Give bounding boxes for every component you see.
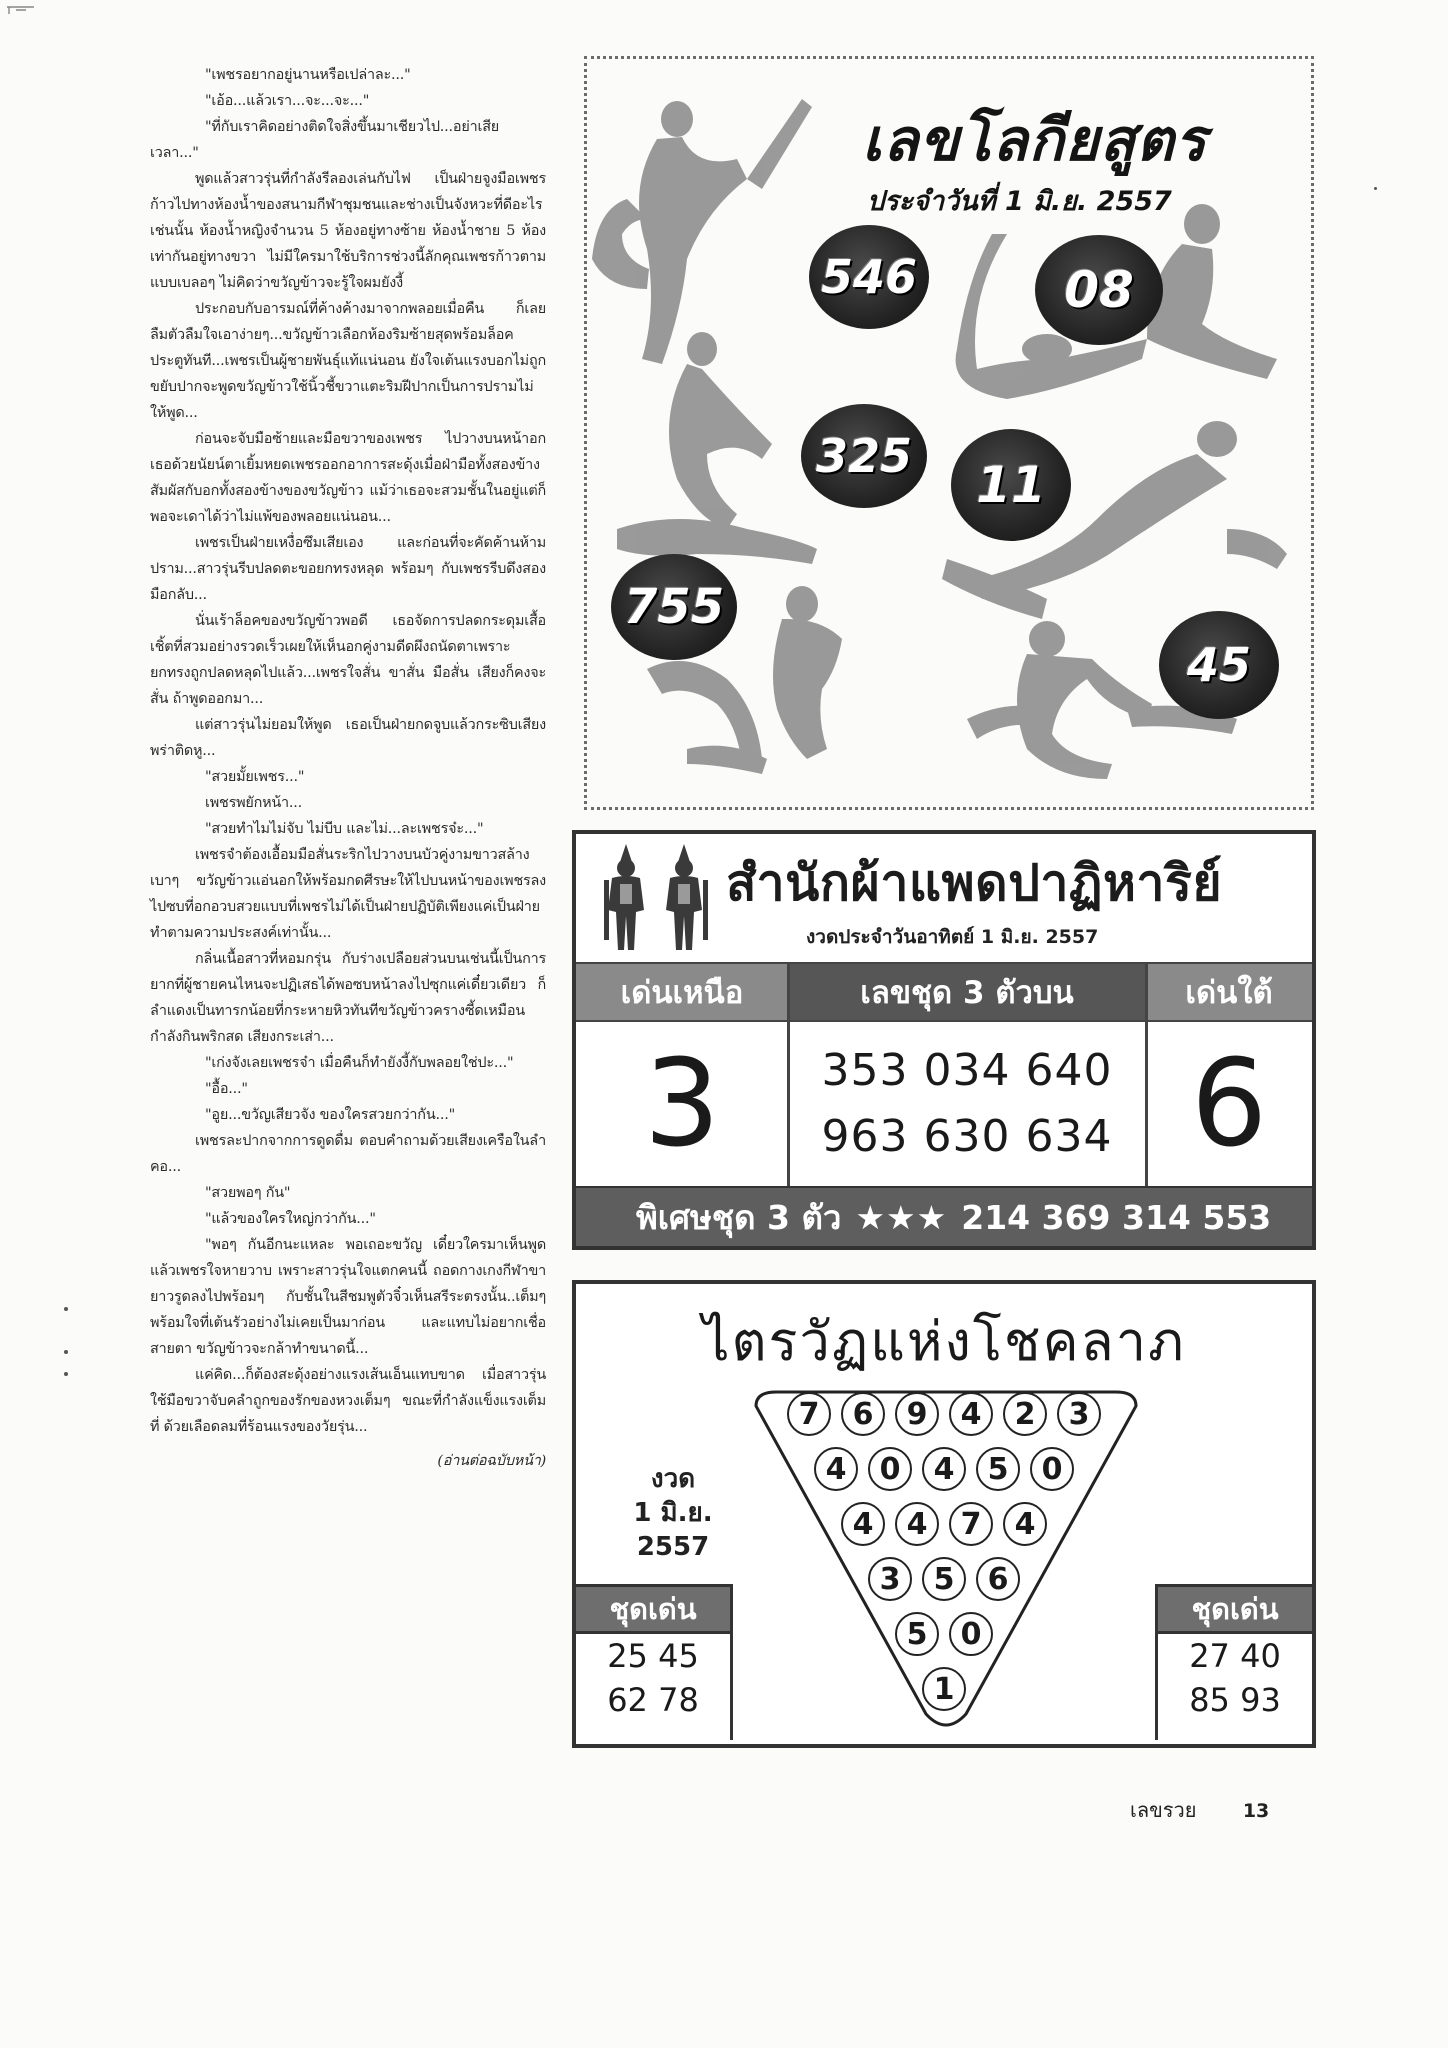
story-paragraph: ประกอบกับอารมณ์ที่ค้างค้างมาจากพลอยเมื่อคืน ก็เลยลืมตัวลืมใจเอาง่ายๆ...ขวัญข้าวเลือกห้องริมซ้ายสุดพร้อมล็อคประตูทันที...เพชรเป็นผู้ชายพันธุ์แท้แน่นอน ยังใจเต้นแรงบอกไม่ถูก ขยับปากจะพูดขวัญข้าวใช้นิ้วชี้ขวาแตะริมฝีปากเป็นการปรามไม่ให้พูด...	[150, 301, 546, 421]
number-circle: 5	[895, 1612, 939, 1656]
number-ball: 325	[801, 404, 927, 508]
number-circle: 4	[814, 1447, 858, 1491]
number-circle: 4	[841, 1502, 885, 1546]
number-circle: 0	[949, 1612, 993, 1656]
number-ball: 546	[809, 225, 929, 329]
story-paragraph: แค่คิด...ก็ต้องสะดุ้งอย่างแรงเส้นเอ็นแทบขาด เมื่อสาวรุ่นใช้มือขวาจับคลำถูกของรักของหวงเต็มๆ ขณะที่กำลังแข็งแรงเต็มที่ ด้วยเลือดลมที่ร้อนแรงของวัยรุ่น...	[150, 1367, 546, 1435]
formula-title: เลขโลกียสูตร	[862, 106, 1208, 174]
number-circle: 0	[868, 1447, 912, 1491]
draw-word: งวด	[650, 1464, 696, 1494]
hot-set-box-right	[1155, 1584, 1312, 1740]
number-circle: 6	[976, 1557, 1020, 1601]
story-paragraph: "เก่งจังเลยเพชรจ๋า เมื่อคืนก็ทำยังงี้กับพลอยใช่ปะ..."	[205, 1055, 514, 1071]
story-paragraph: "เพชรอยากอยู่นานหรือเปล่าละ..."	[205, 67, 411, 83]
divider	[1145, 962, 1148, 1186]
magazine-name: เลขรวย	[1130, 1798, 1197, 1822]
hot-set-box-left	[576, 1584, 733, 1740]
story-paragraph: "อูย...ขวัญเสียวจัง ของใครสวยกว่ากัน..."	[205, 1107, 455, 1123]
number-circle: 4	[1003, 1502, 1047, 1546]
hot-set-row: 85 93	[1189, 1681, 1281, 1719]
office-subtitle: งวดประจำวันอาทิตย์ 1 มิ.ย. 2557	[806, 926, 1099, 948]
story-body	[150, 62, 546, 1440]
story-paragraph: นั่นเร้าล็อคของขวัญข้าวพอดี เธอจัดการปลดกระดุมเสื้อเชิ้ตที่สวมอย่างรวดเร็วเผยให้เห็นอกคู่งามดีดผึงถนัดตาเพราะยกทรงถูกปลดหลุดไปแล้ว...เพชรใจสั่น ขาสั่น มือสั่น เสียงก็คงจะสั่น ถ้าพูดออกมา...	[150, 613, 546, 707]
number-circle: 3	[1057, 1392, 1101, 1436]
hot-set-heading: ชุดเด่น	[576, 1584, 730, 1634]
page-footer	[1130, 1794, 1269, 1826]
hot-set-row: 25 45	[607, 1637, 699, 1675]
number-circle: 7	[949, 1502, 993, 1546]
scan-dot	[64, 1372, 68, 1376]
story-paragraph: "สวยทำไมไม่จับ ไม่บีบ และไม่...ละเพชรจ๋ะ..."	[205, 821, 484, 837]
page-number: 13	[1242, 1800, 1270, 1822]
story-paragraph: "เอ้อ...แล้วเรา...จะ...จะ..."	[205, 93, 370, 109]
number-ball: 11	[951, 429, 1071, 541]
number-circle: 5	[922, 1557, 966, 1601]
hot-set-heading: ชุดเด่น	[1158, 1584, 1312, 1634]
story-paragraph: เพชรละปากจากการดูดดื่ม ตอบคำถามด้วยเสียงเครือในลำคอ...	[150, 1133, 546, 1175]
special-numbers: 214 369 314 553	[961, 1197, 1272, 1237]
story-paragraph: ก่อนจะจับมือซ้ายและมือขวาของเพชร ไปวางบนหน้าอกเธอด้วยนัยน์ตาเยิ้มหยดเพชรออกอาการสะดุ้งเมื่อฝ่ามือทั้งสองข้าง สัมผัสกับอกทั้งสองข้างของขวัญข้าว แม้ว่าเธอจะสวมชั้นในอยู่แต่ก็พอจะเดาได้ว่าไม่แพ้ของพลอยแน่นอน...	[150, 431, 546, 525]
story-paragraph: เพชรพยักหน้า...	[205, 795, 303, 811]
number-circle: 0	[1030, 1447, 1074, 1491]
story-paragraph: "สวยพอๆ กัน"	[205, 1185, 291, 1201]
number-circle: 4	[922, 1447, 966, 1491]
office-title: สำนักผ้าแพดปาฏิหาริย์	[726, 854, 1223, 912]
story-paragraph: เพชรเป็นฝ่ายเหงื่อซึมเสียเอง และก่อนที่จะคัดค้านห้ามปราม...สาวรุ่นรีบปลดตะขอยกทรงหลุด พร้อมๆ กับเพชรรีบดึงสองมือกลับ...	[150, 535, 546, 603]
story-paragraph: "พอๆ กันอีกนะแหละ พอเถอะขวัญ เดี๋ยวใครมาเห็นพูดแล้วเพชรใจหายวาบ เพราะสาวรุ่นใจแตกคนนี้ ถอดกางเกงกีฬาขายาวรูดลงไปพร้อมๆ กับชั้นในสีชมพูตัวจิ๋วเห็นสรีระตรงนั้น..เต็มๆ พร้อมใจที่เต้นรัวอย่างไม่เคยเป็นมาก่อน และแทบไม่อยากเชื่อสายตา ขวัญข้าวจะกล้าทำขนาดนี้...	[150, 1237, 546, 1357]
scan-dot	[64, 1350, 68, 1354]
number-set: 963 630 634	[821, 1111, 1113, 1162]
number-circle: 2	[1003, 1392, 1047, 1436]
fortune-title: ไตรวัฏแห่งโชคลาภ	[702, 1310, 1186, 1373]
story-paragraph: "ที่กับเราคิดอย่างติดใจสิ่งขึ้นมาเชียวไป...อย่าเสียเวลา..."	[150, 119, 500, 161]
office-panel	[572, 830, 1316, 1250]
set-header: เลขชุด 3 ตัวบน	[788, 962, 1146, 1022]
formula-panel	[584, 56, 1314, 810]
story-paragraph: กลิ่นเนื้อสาวที่หอมกรุ่น กับร่างเปลือยส่วนบนเช่นนี้เป็นการยากที่ผู้ชายคนไหนจะปฏิเสธได้พอซบหน้าลงไปซุกแค่เดี๋ยวเดียว ก็ลำแดงเป็นทารกน้อยที่กระหายหิวทันทีขวัญข้าวครางซี้ดเหมือนกำลังกินพริกสด เสียงกระเส่า...	[150, 951, 546, 1045]
guardian-statues-icon	[598, 840, 718, 956]
number-circle: 9	[895, 1392, 939, 1436]
number-sets	[788, 1022, 1146, 1186]
continued-note: (อ่านต่อฉบับหน้า)	[437, 1453, 546, 1469]
draw-label	[618, 1462, 728, 1564]
scan-dot	[1374, 187, 1377, 190]
south-digit: 6	[1190, 1034, 1268, 1174]
draw-date: 1 มิ.ย.	[633, 1498, 713, 1528]
scan-dot	[64, 1307, 68, 1311]
story-paragraph: แต่สาวรุ่นไม่ยอมให้พูด เธอเป็นฝ่ายกดจูบแล้วกระซิบเสียงพร่าติดหู...	[150, 717, 546, 759]
divider	[787, 962, 790, 1186]
special-set-bar	[576, 1186, 1312, 1246]
story-column	[150, 62, 546, 1474]
number-circle: 1	[922, 1667, 966, 1711]
south-header: เด่นใต้	[1146, 962, 1312, 1022]
number-set: 353 034 640	[821, 1045, 1113, 1096]
office-header	[576, 834, 1312, 962]
fortune-panel	[572, 1280, 1316, 1748]
number-ball: 08	[1035, 235, 1163, 345]
story-paragraph: "สวยมั้ยเพชร..."	[205, 769, 305, 785]
number-ball: 755	[611, 554, 737, 660]
number-circle: 7	[787, 1392, 831, 1436]
number-circle: 4	[949, 1392, 993, 1436]
story-paragraph: เพชรจำต้องเอื้อมมือสั่นระริกไปวางบนบัวคู่งามขาวสล้างเบาๆ ขวัญข้าวแอ่นอกให้พร้อมกดศีรษะให้ไปบนหน้าของเพชรลงไปซบที่อกอวบสวยแบบที่เพชรไม่ได้เป็นฝ่ายปฏิบัติเพียงแค่เป็นฝ่ายทำตามความประสงค์เท่านั้น...	[150, 847, 546, 941]
stars-icon: ★★★	[855, 1197, 948, 1237]
number-circle: 3	[868, 1557, 912, 1601]
north-header: เด่นเหนือ	[576, 962, 788, 1022]
scan-corner-mark	[6, 4, 36, 16]
number-ball: 45	[1159, 611, 1279, 719]
number-circle: 5	[976, 1447, 1020, 1491]
draw-year: 2557	[636, 1532, 710, 1562]
hot-set-row: 27 40	[1189, 1637, 1281, 1675]
number-circle: 4	[895, 1502, 939, 1546]
hot-set-row: 62 78	[607, 1681, 699, 1719]
formula-date: ประจำวันที่ 1 มิ.ย. 2557	[867, 186, 1172, 217]
north-digit: 3	[643, 1034, 721, 1174]
story-paragraph: "อื้อ..."	[205, 1081, 248, 1097]
number-circle: 6	[841, 1392, 885, 1436]
story-paragraph: พูดแล้วสาวรุ่นที่กำลังรีลองเล่นกับไฟ เป็นฝ่ายจูงมือเพชรก้าวไปทางห้องน้ำของสนามกีฬาชุมชนและช่างเป็นจังหวะที่ดีอะไรเช่นนั้น ห้องน้ำหญิงจำนวน 5 ห้องอยู่ทางซ้าย ห้องน้ำชาย 5 ห้องเท่ากันอยู่ทางขวา ไม่มีใครมาใช้บริการช่วงนี้ลักคุณเพชรก้าวตามแบบเบลอๆ ไม่คิดว่าขวัญข้าวจะรู้ใจผมยังงี้	[150, 171, 546, 291]
story-paragraph: "แล้วของใครใหญ่กว่ากัน..."	[205, 1211, 376, 1227]
special-label: พิเศษชุด 3 ตัว	[636, 1197, 842, 1237]
